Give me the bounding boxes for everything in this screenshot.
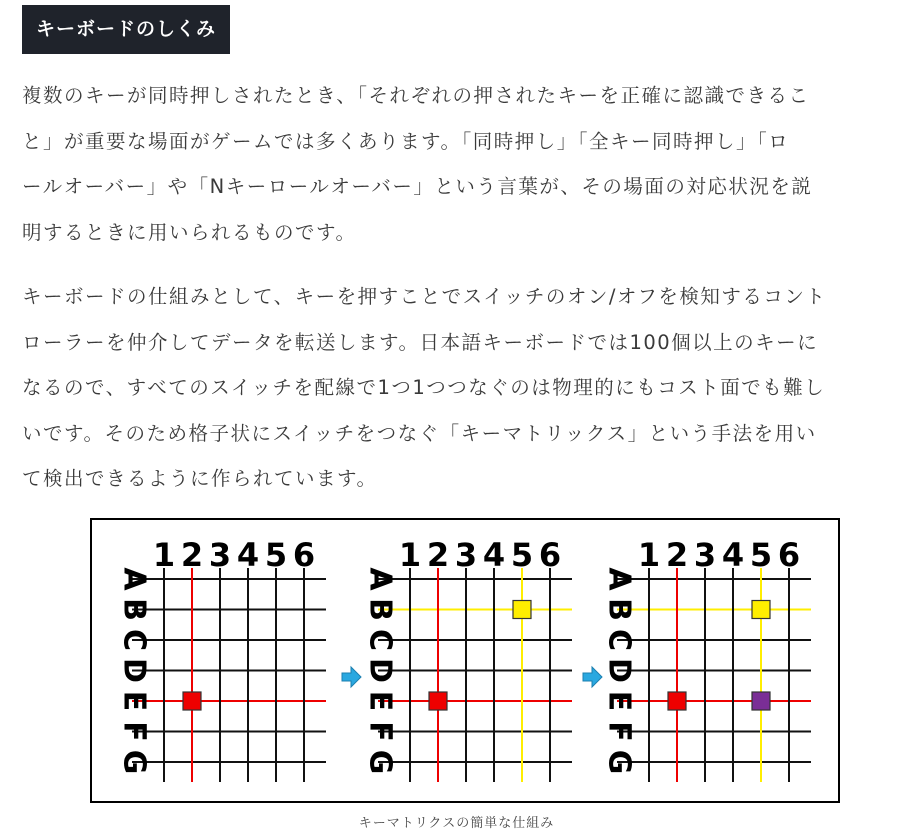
row-label: E <box>362 690 398 712</box>
row-label: B <box>116 598 152 621</box>
column-label: 5 <box>264 536 288 574</box>
row-label: A <box>362 567 398 591</box>
column-label: 3 <box>208 536 232 574</box>
paragraph-line: キーボードの仕組みとして、キーを押すことでスイッチのオン/オフを検知するコント <box>22 285 827 308</box>
row-label: D <box>362 658 398 683</box>
paragraph-line: ローラーを仲介してデータを転送します。日本語キーボードでは100個以上のキーに <box>22 330 819 354</box>
row-label: A <box>116 567 152 591</box>
arrow-right-icon <box>342 667 361 687</box>
figure-caption: キーマトリクスの簡単な仕組み <box>358 816 555 831</box>
column-label: 6 <box>777 536 801 574</box>
paragraph-line: 明するときに用いられるものです。 <box>22 220 357 244</box>
paragraph-line: て検出できるように作られています。 <box>22 467 378 490</box>
paragraph-line: いです。そのため格子状にスイッチをつなぐ「キーマトリックス」という手法を用い <box>22 421 817 445</box>
row-label: D <box>601 658 637 683</box>
column-label: 3 <box>693 536 717 574</box>
row-label: A <box>601 567 637 591</box>
column-label: 1 <box>152 536 176 574</box>
row-label: F <box>601 721 637 742</box>
pressed-key-square <box>752 692 770 710</box>
column-label: 1 <box>637 536 661 574</box>
paragraph-2 <box>22 274 902 502</box>
section-heading: キーボードのしくみ <box>22 5 230 54</box>
key-matrix-figure <box>90 518 840 803</box>
pressed-key-square <box>183 692 201 710</box>
pressed-key-square <box>668 692 686 710</box>
column-label: 2 <box>180 536 204 574</box>
column-label: 1 <box>398 536 422 574</box>
column-label: 5 <box>749 536 773 574</box>
paragraph-line: ールオーバー」や「Nキーロールオーバー」という言葉が、その場面の対応状況を説 <box>22 175 813 198</box>
row-label: F <box>116 721 152 742</box>
key-matrix-diagram <box>92 520 838 801</box>
paragraph-line: 複数のキーが同時押しされたとき、「それぞれの押されたキーを正確に認識できるこ <box>22 84 810 107</box>
paragraph-line: なるので、すべてのスイッチを配線で1つ1つつなぐのは物理的にもコスト面でも難し <box>22 376 826 399</box>
arrow-right-icon <box>583 667 602 687</box>
column-label: 4 <box>721 536 745 574</box>
row-label: F <box>362 721 398 742</box>
row-label: C <box>116 628 152 652</box>
paragraph-line: と」が重要な場面がゲームでは多くあります。「同時押し」「全キー同時押し」「ロ <box>22 129 790 153</box>
row-label: G <box>116 749 152 775</box>
pressed-key-square <box>752 601 770 619</box>
row-label: E <box>116 690 152 712</box>
row-label: D <box>116 658 152 683</box>
column-label: 4 <box>236 536 260 574</box>
row-label: E <box>601 690 637 712</box>
column-label: 4 <box>482 536 506 574</box>
row-label: B <box>362 598 398 621</box>
column-label: 2 <box>426 536 450 574</box>
column-label: 6 <box>538 536 562 574</box>
row-label: G <box>362 749 398 775</box>
row-label: C <box>601 628 637 652</box>
row-label: B <box>601 598 637 621</box>
pressed-key-square <box>429 692 447 710</box>
column-label: 5 <box>510 536 534 574</box>
paragraph-1 <box>22 73 902 255</box>
column-label: 3 <box>454 536 478 574</box>
pressed-key-square <box>513 601 531 619</box>
row-label: C <box>362 628 398 652</box>
column-label: 6 <box>292 536 316 574</box>
row-label: G <box>601 749 637 775</box>
column-label: 2 <box>665 536 689 574</box>
